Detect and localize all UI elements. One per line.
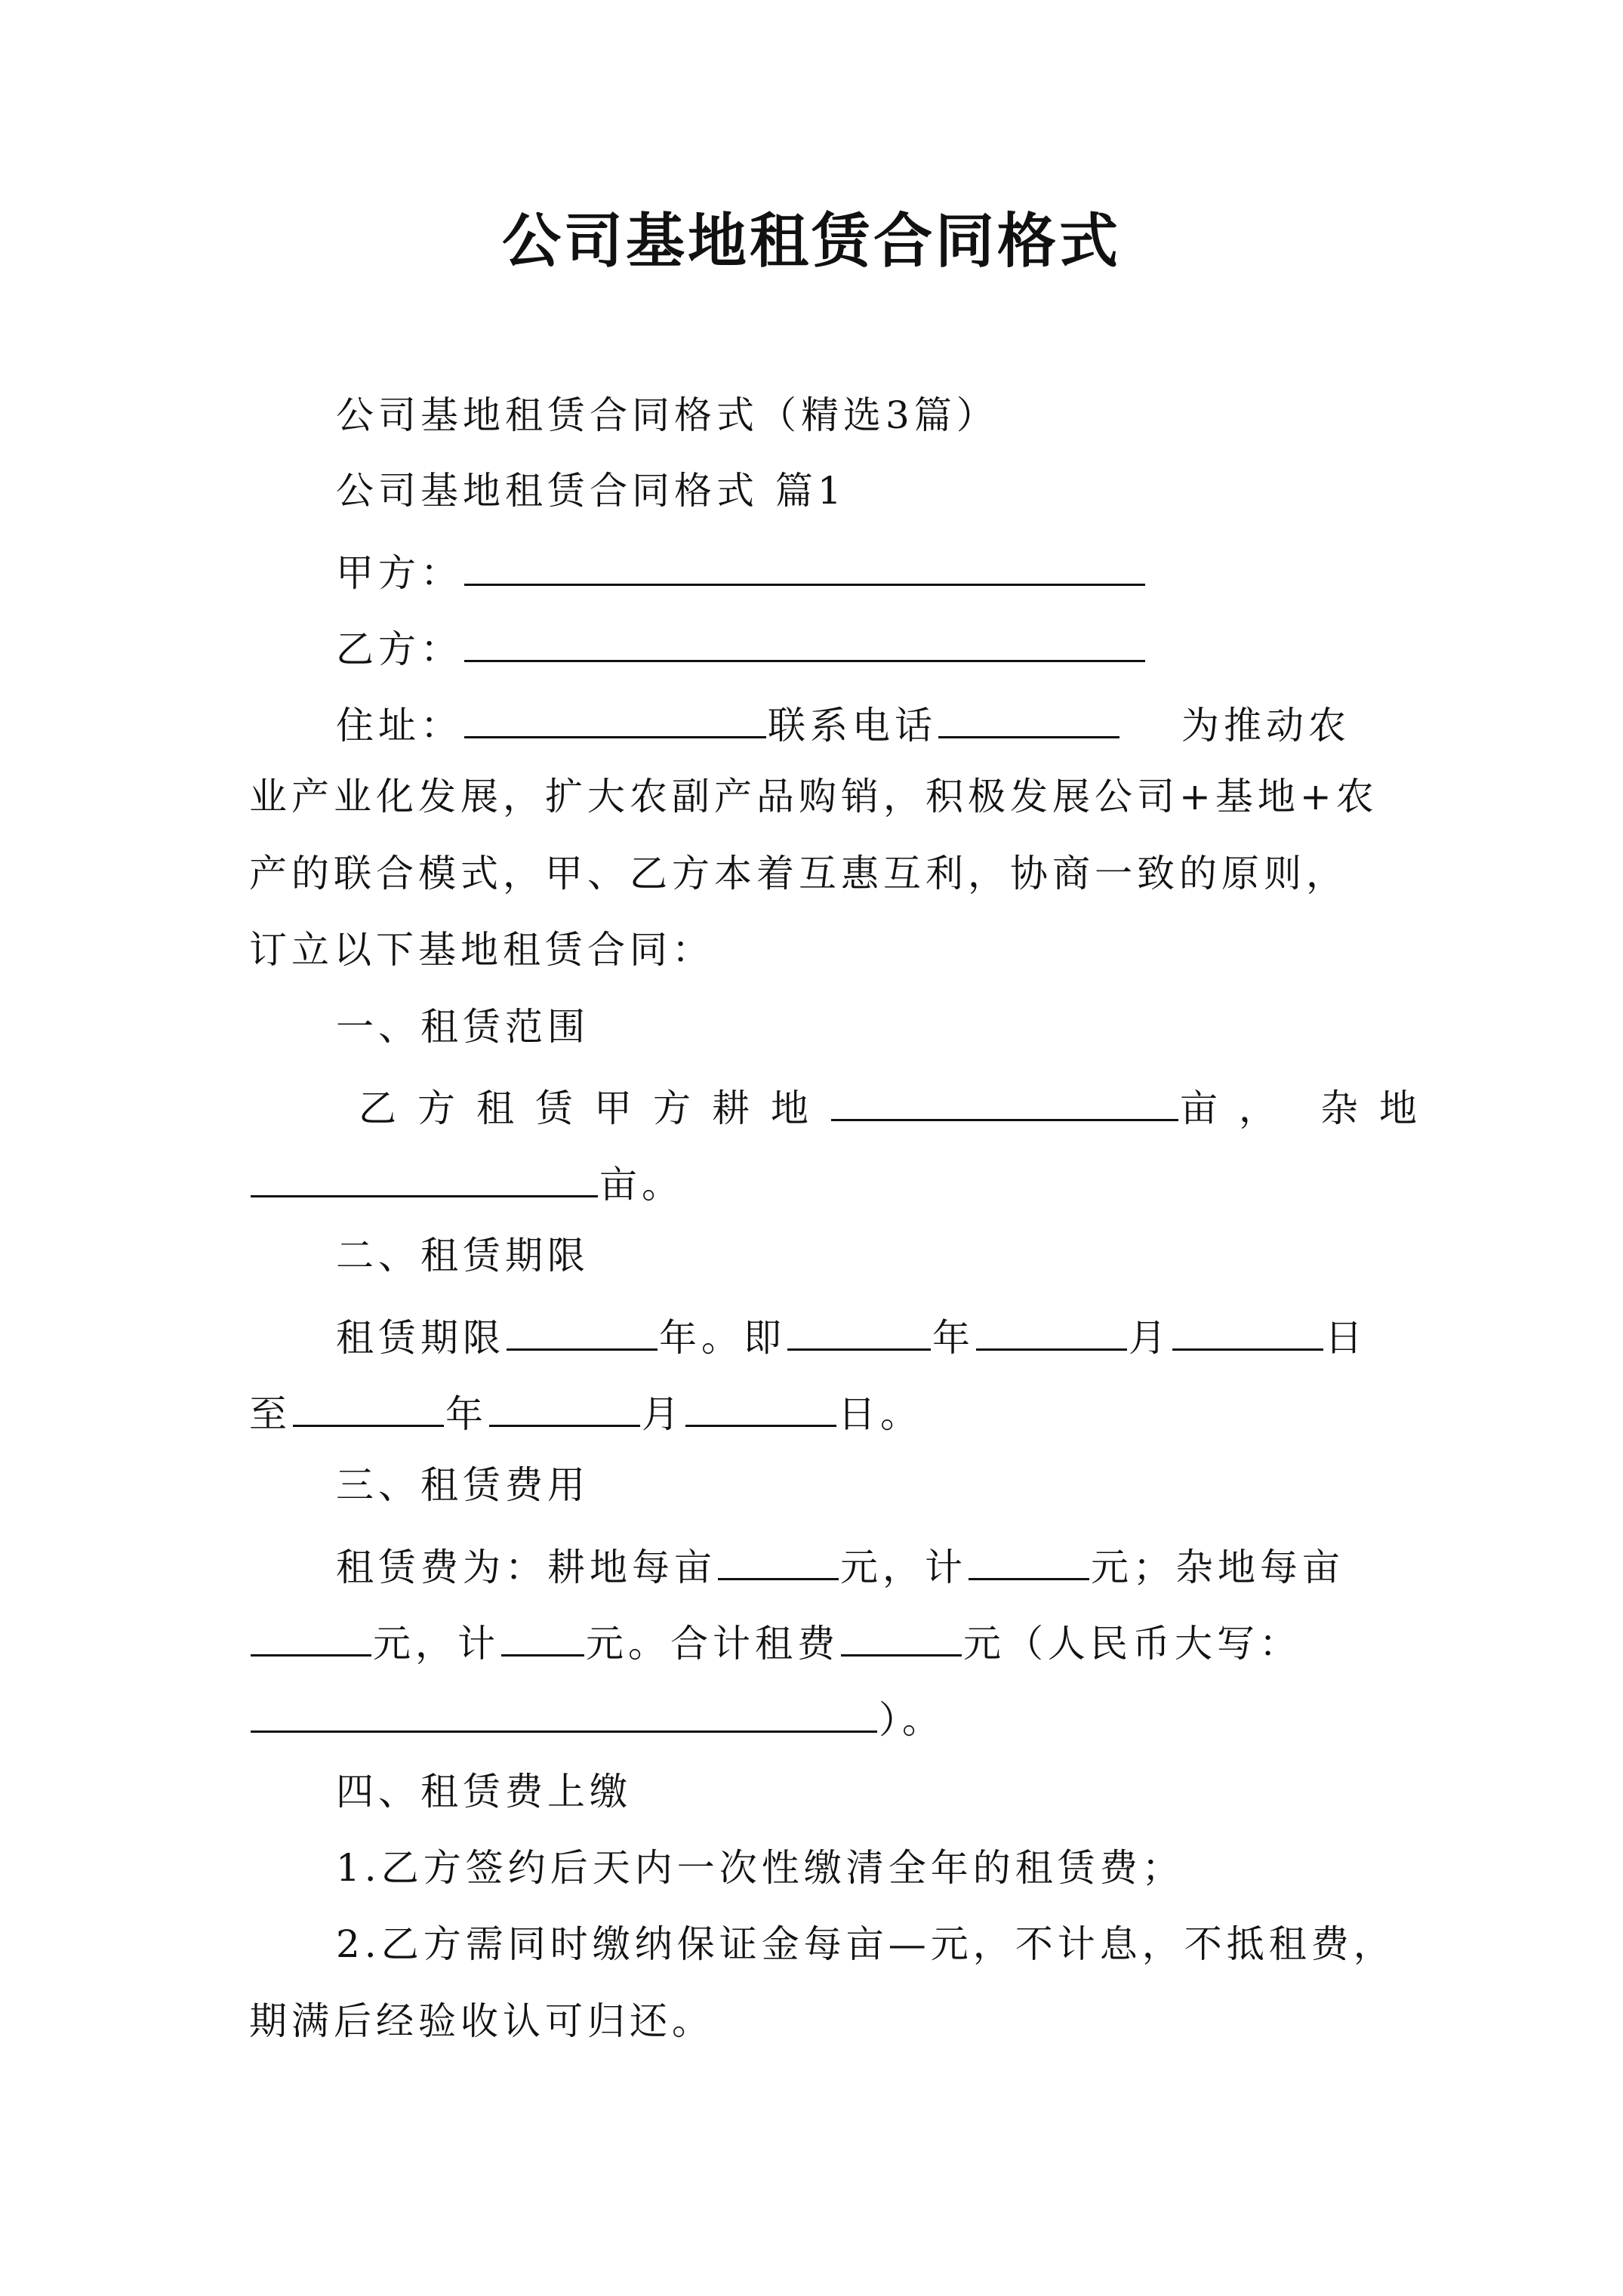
start-day-blank[interactable] <box>1172 1306 1323 1351</box>
intro-line3: 产的联合模式，甲、乙方本着互惠互利，协商一致的原则， <box>249 852 1348 895</box>
clause3-heading: 三、租赁费用 <box>336 1463 590 1507</box>
clause2-year-label: 年 <box>932 1316 975 1360</box>
clause2-heading: 二、租赁期限 <box>336 1234 590 1277</box>
clause2-year-ji: 年。即 <box>659 1316 786 1360</box>
start-month-blank[interactable] <box>976 1306 1127 1351</box>
clause4-item2-line1: 2.乙方需同时缴纳保证金每亩—元，不计息，不抵租费， <box>336 1922 1396 1966</box>
clause3-yuan-ji: 元，计 <box>840 1546 967 1589</box>
clause4-item2-line2: 期满后经验收认可归还。 <box>249 1999 714 2043</box>
misc-land-total-blank[interactable] <box>501 1612 584 1657</box>
clause2-line2 <box>249 1382 922 1441</box>
rent-in-words-blank[interactable] <box>251 1688 877 1733</box>
clause3-yuan-paren: 元（人民币大写： <box>963 1622 1301 1666</box>
address-label: 住址： <box>336 704 463 747</box>
intro-line1-end: 为推动农 <box>1181 704 1350 747</box>
clause3-line1-start: 租赁费为：耕地每亩 <box>336 1546 716 1589</box>
clause4-item1: 1.乙方签约后天内一次性缴清全年的租赁费； <box>336 1846 1184 1890</box>
intro-line4: 订立以下基地租赁合同： <box>249 928 714 972</box>
start-year-blank[interactable] <box>787 1306 931 1351</box>
end-day-blank[interactable] <box>685 1382 836 1427</box>
term-years-blank[interactable] <box>507 1306 658 1351</box>
party-b-line <box>336 618 1147 676</box>
farmland-price-blank[interactable] <box>718 1536 839 1580</box>
clause2-month-label: 月 <box>1129 1316 1171 1360</box>
clause3-line3 <box>249 1688 944 1746</box>
end-year-blank[interactable] <box>293 1382 444 1427</box>
document-title: 公司基地租赁合同格式 <box>501 207 1121 276</box>
clause1-line1-start: 乙方租赁甲方耕地 <box>359 1086 830 1130</box>
address-line <box>336 694 1350 752</box>
clause1-line1-end: 杂地 <box>1320 1086 1438 1130</box>
party-a-blank[interactable] <box>464 541 1145 586</box>
clause3-yuan-ji-2: 元，计 <box>373 1622 500 1666</box>
farmland-mu-blank[interactable] <box>831 1077 1178 1121</box>
clause1-line2-end: 亩。 <box>599 1163 684 1207</box>
clause3-line2 <box>249 1612 1301 1670</box>
end-month-blank[interactable] <box>489 1382 640 1427</box>
party-a-line <box>336 541 1147 599</box>
subtitle: 公司基地租赁合同格式（精选3篇） <box>336 393 999 437</box>
phone-label: 联系电话 <box>768 704 937 747</box>
clause2-line1 <box>336 1306 1367 1364</box>
clause2-day-label: 日 <box>1325 1316 1367 1360</box>
party-b-blank[interactable] <box>464 618 1145 662</box>
clause2-line1-start: 租赁期限 <box>336 1316 505 1360</box>
clause2-day-end: 日。 <box>838 1392 922 1436</box>
clause3-yuan-semi: 元；杂地每亩 <box>1091 1546 1344 1589</box>
clause1-line1 <box>359 1077 1438 1135</box>
clause1-heading: 一、租赁范围 <box>336 1005 590 1049</box>
clause2-end-year-label: 年 <box>445 1392 488 1436</box>
address-blank[interactable] <box>464 694 766 738</box>
clause1-mu: 亩， <box>1180 1086 1298 1130</box>
clause1-line2 <box>249 1153 684 1211</box>
clause3-line1 <box>336 1536 1344 1594</box>
clause4-heading: 四、租赁费上缴 <box>336 1770 632 1814</box>
misc-land-mu-blank[interactable] <box>251 1153 598 1197</box>
clause3-close: ）。 <box>879 1698 944 1742</box>
clause2-end-month-label: 月 <box>642 1392 684 1436</box>
section-heading: 公司基地租赁合同格式 篇1 <box>336 469 846 513</box>
farmland-total-blank[interactable] <box>969 1536 1089 1580</box>
total-rent-blank[interactable] <box>841 1612 962 1657</box>
party-a-label: 甲方： <box>336 551 463 595</box>
misc-land-price-blank[interactable] <box>251 1612 371 1657</box>
phone-blank[interactable] <box>938 694 1119 738</box>
intro-line2: 业产业化发展，扩大农副产品购销，积极发展公司+基地+农 <box>249 775 1378 818</box>
clause3-yuan-total: 元。合计租费 <box>586 1622 839 1666</box>
clause2-to: 至 <box>249 1392 291 1436</box>
party-b-label: 乙方： <box>336 627 463 671</box>
